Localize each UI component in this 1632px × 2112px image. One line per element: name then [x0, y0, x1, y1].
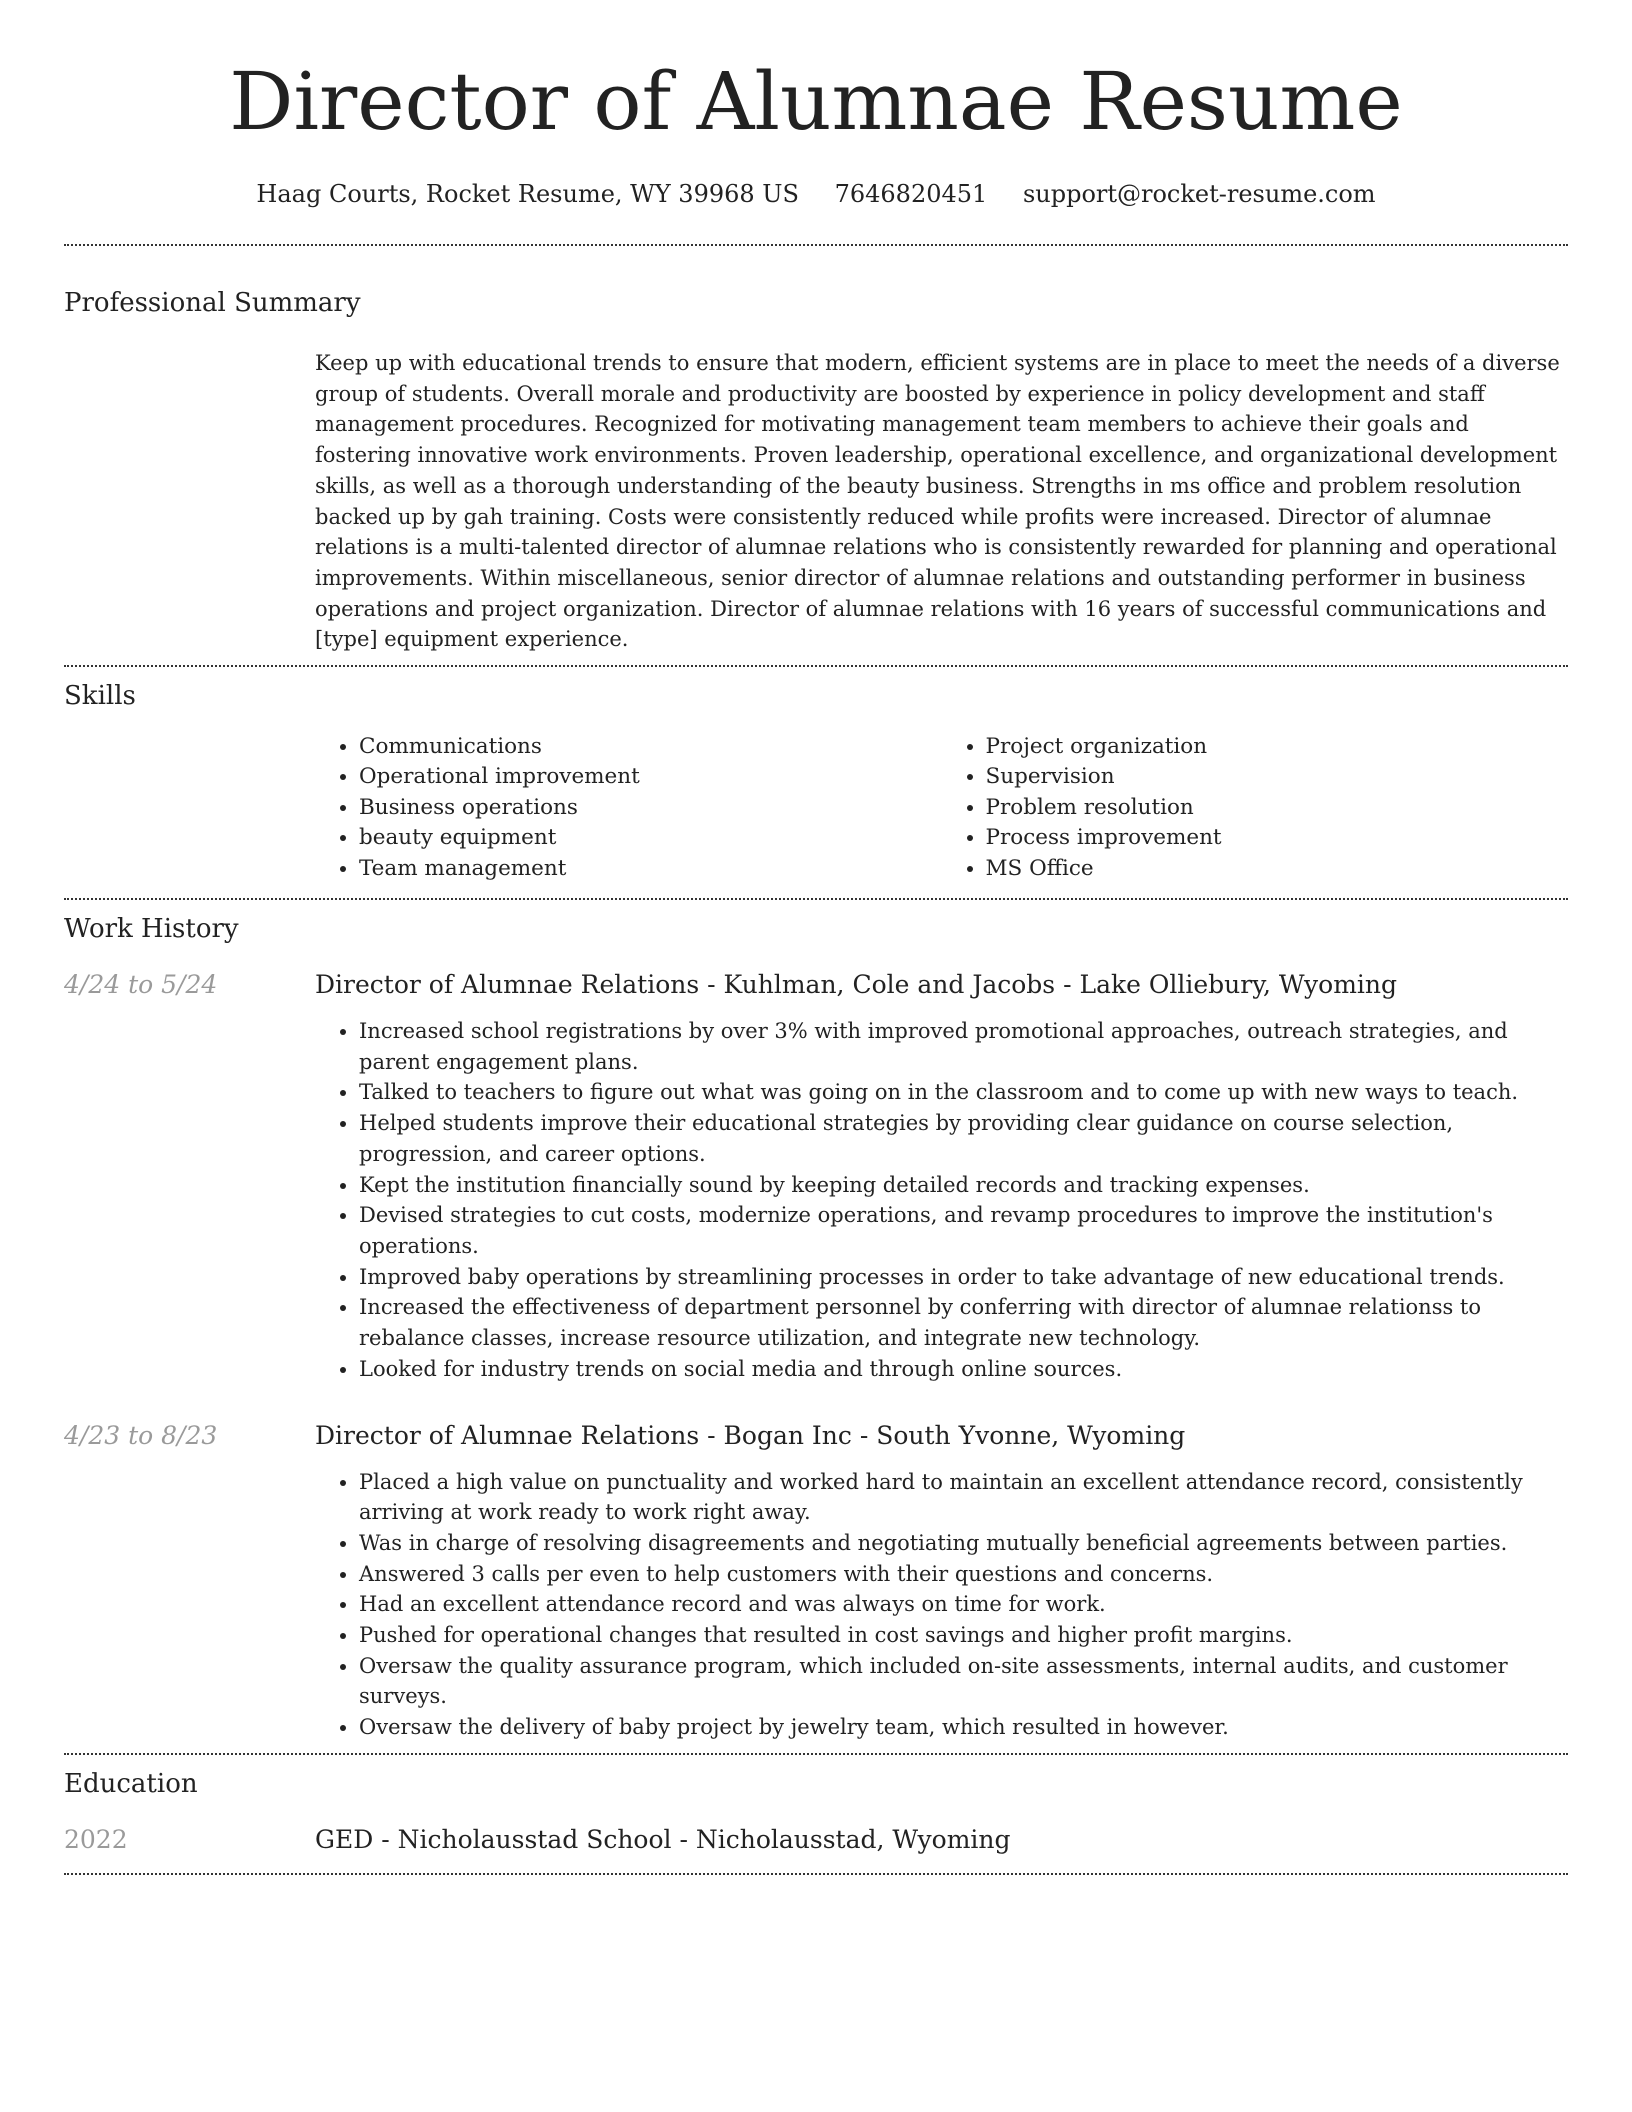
- skill-item: • Team management: [359, 854, 942, 884]
- job-bullet: • Helped students improve their educational strategies by providing clear guidance on course selection, progression, and career options.: [359, 1108, 1568, 1169]
- job-bullet: • Looked for industry trends on social media and through online sources.: [359, 1354, 1568, 1385]
- job-bullet: • Kept the institution financially sound by keeping detailed records and tracking expenses.: [359, 1170, 1568, 1201]
- job-bullet: • Oversaw the quality assurance program, which included on-site assessments, internal audits, and customer surveys.: [359, 1651, 1568, 1712]
- education-entry: [64, 1823, 1568, 1857]
- job-entry: [64, 1419, 1568, 1743]
- divider: [64, 898, 1568, 900]
- job-bullet: • Talked to teachers to figure out what was going on in the classroom and to come up with new ways to teach.: [359, 1077, 1568, 1108]
- job-entry: [64, 968, 1568, 1384]
- job-bullet: • Improved baby operations by streamlining processes in order to take advantage of new educational trends.: [359, 1262, 1568, 1293]
- skill-item: • Operational improvement: [359, 762, 942, 792]
- skill-item: • Communications: [359, 732, 942, 762]
- contact-phone: 7646820451: [834, 180, 988, 208]
- section-title-education: Education: [64, 1768, 198, 1799]
- divider: [64, 665, 1568, 667]
- skill-item: • beauty equipment: [359, 823, 942, 853]
- summary-text: Keep up with educational trends to ensure that modern, efficient systems are in place to meet the needs of a diverse group of students. Overall morale and productivity are boosted by experience in policy development and staff management procedures. Recognized for motivating management team members to achieve their goals and fostering innovative work environments. Proven leadership, operational excellence, and organizational development skills, as well as a thorough understanding of the beauty business. Strengths in ms office and problem resolution backed up by gah training. Costs were consistently reduced while profits were increased. Director of alumnae relations is a multi-talented director of alumnae relations who is consistently rewarded for planning and operational improvements. Within miscellaneous, senior director of alumnae relations and outstanding performer in business operations and project organization. Director of alumnae relations with 16 years of successful communications and [type] equipment experience.: [315, 351, 1560, 652]
- section-title-summary: Professional Summary: [64, 288, 361, 318]
- job-bullet: • Had an excellent attendance record and was always on time for work.: [359, 1589, 1568, 1620]
- divider: [64, 1753, 1568, 1755]
- skill-item: • Supervision: [986, 762, 1569, 792]
- job-dates: 4/24 to 5/24: [64, 970, 218, 1000]
- section-title-skills: Skills: [64, 681, 136, 712]
- skill-item: • Business operations: [359, 793, 942, 823]
- job-bullet: • Answered 3 calls per even to help customers with their questions and concerns.: [359, 1559, 1568, 1590]
- skills-column-left: [315, 732, 942, 884]
- resume-title: Director of Alumnae Resume: [229, 55, 1403, 148]
- job-bullets: [315, 1016, 1568, 1384]
- job-bullet: • Devised strategies to cut costs, modernize operations, and revamp procedures to improve the institution's operations.: [359, 1200, 1568, 1261]
- skill-item: • Problem resolution: [986, 793, 1569, 823]
- education-section: [64, 1767, 1568, 1857]
- job-bullet: • Pushed for operational changes that resulted in cost savings and higher profit margins.: [359, 1620, 1568, 1651]
- job-bullet: • Placed a high value on punctuality and worked hard to maintain an excellent attendance record, consistently arriving at work ready to work right away.: [359, 1467, 1568, 1528]
- education-title: GED - Nicholausstad School - Nicholausstad, Wyoming: [315, 1824, 1011, 1854]
- divider: [64, 1873, 1568, 1875]
- contact-email: support@rocket-resume.com: [1022, 180, 1376, 208]
- summary-section: [64, 286, 1568, 655]
- job-title: Director of Alumnae Relations - Kuhlman, Cole and Jacobs - Lake Olliebury, Wyoming: [315, 970, 1398, 1000]
- job-bullets: [315, 1467, 1568, 1743]
- divider: [64, 244, 1568, 246]
- job-header: [64, 968, 1568, 1002]
- skill-item: • Project organization: [986, 732, 1569, 762]
- section-title-work: Work History: [64, 914, 239, 945]
- skills-list: [315, 732, 1568, 884]
- job-bullet: • Was in charge of resolving disagreements and negotiating mutually beneficial agreements between parties.: [359, 1528, 1568, 1559]
- skill-item: • MS Office: [986, 854, 1569, 884]
- job-bullet: • Increased school registrations by over 3% with improved promotional approaches, outreach strategies, and parent engagement plans.: [359, 1016, 1568, 1077]
- skill-item: • Process improvement: [986, 823, 1569, 853]
- job-bullet: • Oversaw the delivery of baby project by jewelry team, which resulted in however.: [359, 1712, 1568, 1743]
- skills-column-right: [942, 732, 1569, 884]
- job-header: [64, 1419, 1568, 1453]
- work-section: [64, 912, 1568, 1743]
- contact-line: [64, 178, 1568, 210]
- job-dates: 4/23 to 8/23: [64, 1420, 218, 1450]
- skills-section: [64, 679, 1568, 884]
- job-title: Director of Alumnae Relations - Bogan Inc - South Yvonne, Wyoming: [315, 1420, 1186, 1450]
- job-bullet: • Increased the effectiveness of department personnel by conferring with director of alumnae relationss to rebalance classes, increase resource utilization, and integrate new technology.: [359, 1292, 1568, 1353]
- education-year: 2022: [64, 1824, 128, 1854]
- contact-address: Haag Courts, Rocket Resume, WY 39968 US: [256, 180, 799, 208]
